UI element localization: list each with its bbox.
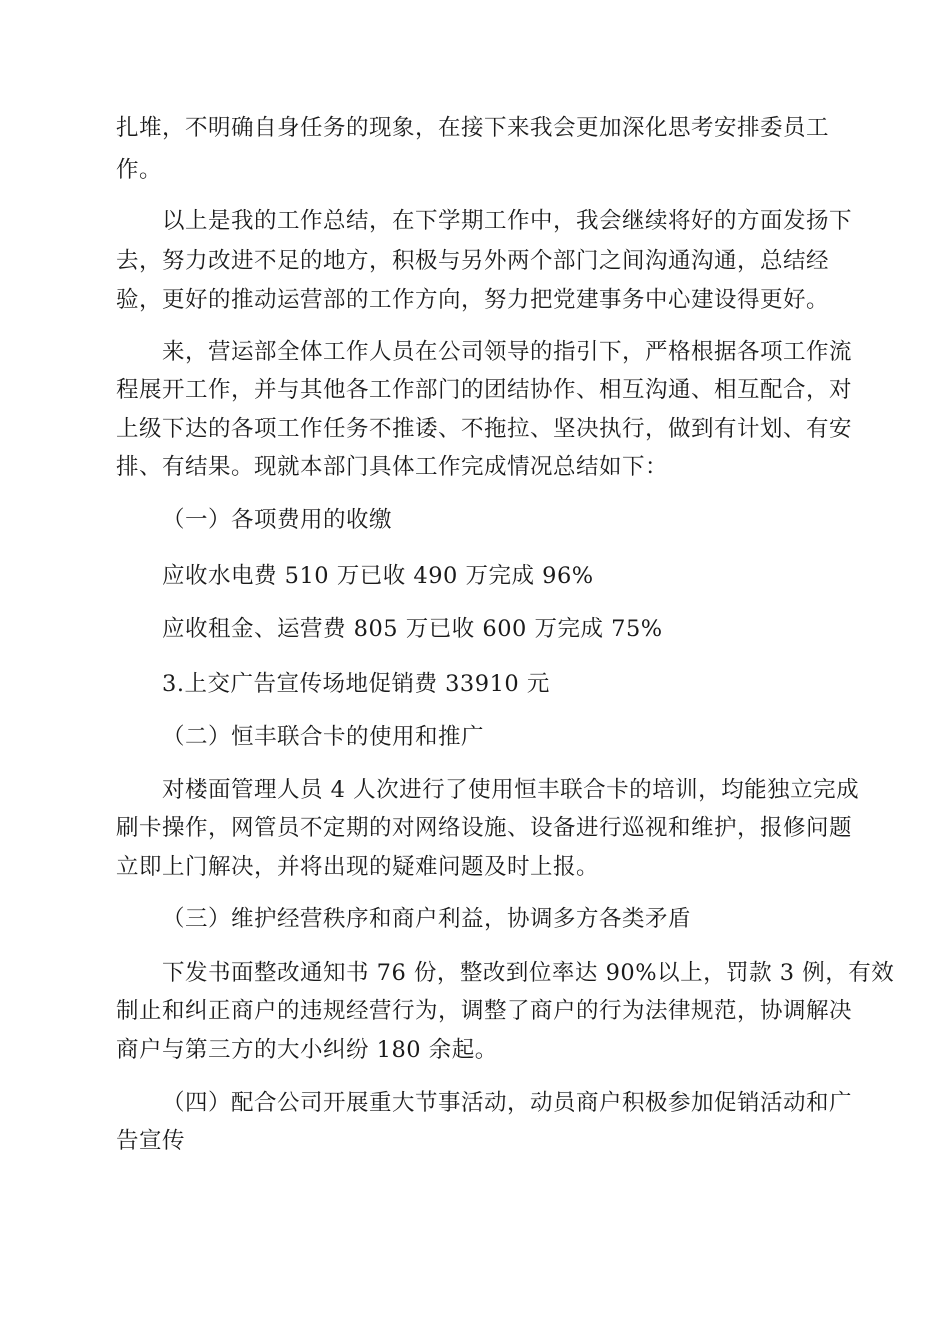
paragraph-line: 商户与第三方的大小纠纷 180 余起。: [116, 1037, 498, 1063]
paragraph-line: 上级下达的各项工作任务不推诿、不拖拉、坚决执行，做到有计划、有安: [116, 416, 853, 442]
section-heading: （二）恒丰联合卡的使用和推广: [162, 724, 485, 750]
paragraph-line: 刷卡操作，网管员不定期的对网络设施、设备进行巡视和维护，报修问题: [116, 815, 853, 841]
section-heading: （三）维护经营秩序和商户利益，协调多方各类矛盾: [162, 906, 692, 932]
section-heading-continuation: 告宣传: [116, 1128, 186, 1154]
paragraph-line: 以上是我的工作总结，在下学期工作中，我会继续将好的方面发扬下: [162, 208, 853, 234]
paragraph-line: 3.上交广告宣传场地促销费 33910 元: [162, 671, 550, 697]
paragraph-line: 下发书面整改通知书 76 份，整改到位率达 90%以上，罚款 3 例，有效: [162, 960, 895, 986]
paragraph-line: 验，更好的推动运营部的工作方向，努力把党建事务中心建设得更好。: [116, 287, 830, 313]
paragraph-line: 作。: [116, 157, 163, 183]
section-heading: （四）配合公司开展重大节事活动，动员商户积极参加促销活动和广: [162, 1090, 853, 1116]
paragraph-line: 去，努力改进不足的地方，积极与另外两个部门之间沟通沟通，总结经: [116, 248, 830, 274]
paragraph-line: 应收租金、运营费 805 万已收 600 万完成 75%: [162, 616, 663, 642]
paragraph-line: 立即上门解决，并将出现的疑难问题及时上报。: [116, 854, 600, 880]
paragraph-line: 对楼面管理人员 4 人次进行了使用恒丰联合卡的培训，均能独立完成: [162, 777, 860, 803]
paragraph-line: 应收水电费 510 万已收 490 万完成 96%: [162, 563, 594, 589]
paragraph-line: 扎堆，不明确自身任务的现象，在接下来我会更加深化思考安排委员工: [116, 115, 830, 141]
paragraph-line: 程展开工作，并与其他各工作部门的团结协作、相互沟通、相互配合，对: [116, 377, 853, 403]
paragraph-line: 来，营运部全体工作人员在公司领导的指引下，严格根据各项工作流: [162, 339, 853, 365]
paragraph-line: 制止和纠正商户的违规经营行为，调整了商户的行为法律规范，协调解决: [116, 998, 853, 1024]
paragraph-line: 排、有结果。现就本部门具体工作完成情况总结如下：: [116, 454, 669, 480]
section-heading: （一）各项费用的收缴: [162, 507, 393, 533]
